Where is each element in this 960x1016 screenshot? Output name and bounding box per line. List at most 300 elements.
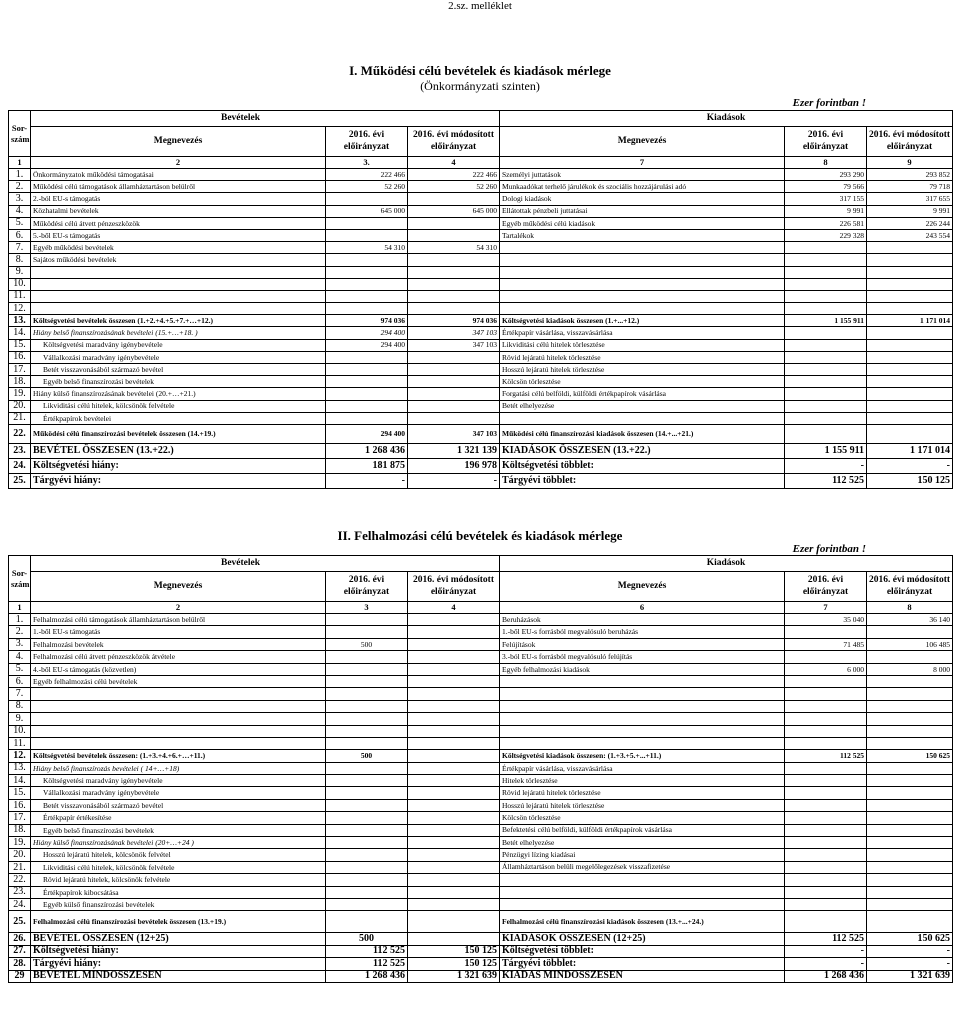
- s2-row: [9, 886, 953, 898]
- revenue-plan: [326, 376, 408, 388]
- expense-modified: [867, 874, 953, 886]
- row-number: 8.: [9, 254, 31, 266]
- s2-row: [9, 713, 953, 725]
- revenue-plan: 294 400: [326, 327, 408, 339]
- s1-row: [9, 388, 953, 400]
- expense-name: Ellátottak pénzbeli juttatásai: [500, 205, 785, 217]
- revenue-name: Felhalmozási célú finanszírozási bevételek összesen (13.+19.): [31, 911, 326, 933]
- row-number: 2.: [9, 626, 31, 638]
- expense-name: [500, 303, 785, 315]
- expense-plan: [785, 775, 867, 787]
- revenue-plan: 52 260: [326, 181, 408, 193]
- expense-name: [500, 242, 785, 254]
- revenue-modified-header: 2016. évi módosított előirányzat: [408, 127, 500, 157]
- revenue-modified: [408, 400, 500, 412]
- revenue-name: Hosszú lejáratú hitelek, kölcsönök felvétel: [31, 849, 326, 861]
- expense-plan: 293 290: [785, 169, 867, 181]
- expense-modified: 243 554: [867, 229, 953, 241]
- revenue-modified: [408, 874, 500, 886]
- expense-modified-header: 2016. évi módosított előirányzat: [867, 572, 953, 602]
- revenue-modified: [408, 762, 500, 774]
- row-number: 18.: [9, 376, 31, 388]
- revenue-plan: 294 400: [326, 424, 408, 443]
- expense-name: Értékpapír vásárlása, visszavásárlása: [500, 762, 785, 774]
- section1-subtitle: (Önkormányzati szinten): [420, 79, 540, 93]
- revenue-modified: 196 978: [408, 458, 500, 473]
- expense-name: Beruházások: [500, 614, 785, 626]
- expense-plan: [785, 713, 867, 725]
- revenue-plan: 1 268 436: [326, 970, 408, 982]
- unit-label-2: Ezer forintban !: [792, 543, 866, 555]
- revenue-modified: 52 260: [408, 181, 500, 193]
- expense-name: Költségvetési többlet:: [500, 458, 785, 473]
- s2-row: [9, 849, 953, 861]
- revenue-plan: [326, 849, 408, 861]
- s2-row: [9, 663, 953, 675]
- expense-plan: [785, 278, 867, 290]
- revenue-modified: 645 000: [408, 205, 500, 217]
- expense-name: Betét elhelyezése: [500, 400, 785, 412]
- revenue-name: Költségvetési hiány:: [31, 458, 326, 473]
- revenue-plan: [326, 700, 408, 712]
- expense-name: [500, 290, 785, 302]
- expense-plan: [785, 911, 867, 933]
- revenue-name: Önkormányzatok működési támogatásai: [31, 169, 326, 181]
- s1-row: [9, 364, 953, 376]
- revenue-name: Működési célú támogatások államháztartáson belülről: [31, 181, 326, 193]
- section1-title: I. Működési célú bevételek és kiadások mérlege: [349, 63, 611, 78]
- s2-row: [9, 824, 953, 836]
- revenue-modified-header: 2016. évi módosított előirányzat: [408, 572, 500, 602]
- s1-row: [9, 412, 953, 424]
- revenue-modified: 347 103: [408, 424, 500, 443]
- row-number: 2.: [9, 181, 31, 193]
- revenue-plan: 500: [326, 750, 408, 762]
- s2-row: [9, 787, 953, 799]
- row-number: 25.: [9, 911, 31, 933]
- column-number: 2: [31, 157, 326, 169]
- expense-modified: 1 171 014: [867, 315, 953, 327]
- column-number: 9: [867, 157, 953, 169]
- revenue-modified: 974 036: [408, 315, 500, 327]
- s2-row: [9, 945, 953, 957]
- revenue-name: Költségvetési bevételek összesen: (1.+3.+4.+6.+…+11.): [31, 750, 326, 762]
- s2-row: [9, 958, 953, 970]
- column-number: 8: [785, 157, 867, 169]
- revenue-name: 2.-ból EU-s támogatás: [31, 193, 326, 205]
- revenue-plan: [326, 737, 408, 749]
- column-number: 4: [408, 602, 500, 614]
- expense-modified: [867, 351, 953, 363]
- revenue-name: Likviditási célú hitelek, kölcsönök felvétele: [31, 400, 326, 412]
- expense-name: [500, 278, 785, 290]
- expense-plan: [785, 242, 867, 254]
- expense-modified: [867, 400, 953, 412]
- expense-modified: 8 000: [867, 663, 953, 675]
- revenue-plan: [326, 911, 408, 933]
- expense-modified: [867, 837, 953, 849]
- kiadasok-header: Kiadások: [500, 556, 953, 572]
- revenue-plan: [326, 614, 408, 626]
- expense-name: [500, 266, 785, 278]
- expense-name: [500, 725, 785, 737]
- revenue-plan: [326, 290, 408, 302]
- s1-row: [9, 315, 953, 327]
- revenue-plan: 294 400: [326, 339, 408, 351]
- revenue-name: Likviditási célú hitelek, kölcsönök felvétele: [31, 861, 326, 873]
- expense-name: [500, 886, 785, 898]
- revenue-name: Értékpapír értékesítése: [31, 812, 326, 824]
- revenue-plan: 181 875: [326, 458, 408, 473]
- row-number: 4.: [9, 651, 31, 663]
- expense-modified: 150 125: [867, 473, 953, 488]
- expense-modified: [867, 725, 953, 737]
- expense-modified: [867, 799, 953, 811]
- expense-name: [500, 688, 785, 700]
- expense-name: Hosszú lejáratú hitelek törlesztése: [500, 364, 785, 376]
- expense-plan: [785, 290, 867, 302]
- expense-modified: 1 171 014: [867, 443, 953, 458]
- revenue-plan: [326, 675, 408, 687]
- expense-plan: 79 566: [785, 181, 867, 193]
- expense-name: Tárgyévi többlet:: [500, 958, 785, 970]
- revenue-name: BEVÉTEL ÖSSZESEN (13.+22.): [31, 443, 326, 458]
- expense-modified: -: [867, 945, 953, 957]
- column-number: 7: [500, 157, 785, 169]
- expense-plan: [785, 364, 867, 376]
- column-number: 6: [500, 602, 785, 614]
- expense-name: Pénzügyi lízing kiadásai: [500, 849, 785, 861]
- row-number: 4.: [9, 205, 31, 217]
- row-number: 29: [9, 970, 31, 982]
- revenue-plan: 112 525: [326, 945, 408, 957]
- s2-row: [9, 675, 953, 687]
- column-number: 1: [9, 157, 31, 169]
- revenue-modified: [408, 388, 500, 400]
- expense-plan: -: [785, 945, 867, 957]
- s1-header-row-1: [9, 111, 953, 127]
- unit-label-1: Ezer forintban !: [792, 97, 866, 109]
- row-number: 21.: [9, 412, 31, 424]
- s1-row: [9, 242, 953, 254]
- expense-plan: 35 040: [785, 614, 867, 626]
- revenue-modified: [408, 675, 500, 687]
- expense-plan: [785, 254, 867, 266]
- s1-row: [9, 339, 953, 351]
- expense-name: Kölcsön törlesztése: [500, 812, 785, 824]
- revenue-name: Betét visszavonásából származó bevétel: [31, 364, 326, 376]
- bevetelek-header: Bevételek: [31, 556, 500, 572]
- row-number: 10.: [9, 725, 31, 737]
- row-number: 16.: [9, 799, 31, 811]
- row-number: 11.: [9, 737, 31, 749]
- expense-plan: [785, 327, 867, 339]
- row-number: 9.: [9, 266, 31, 278]
- revenue-plan: [326, 824, 408, 836]
- expense-name: KIADÁSOK ÖSSZESEN (13.+22.): [500, 443, 785, 458]
- expense-plan: [785, 626, 867, 638]
- expense-modified: [867, 688, 953, 700]
- revenue-modified: [408, 364, 500, 376]
- expense-name: [500, 713, 785, 725]
- revenue-name: [31, 737, 326, 749]
- expense-modified: [867, 713, 953, 725]
- revenue-name: Költségvetési maradvány igénybevétele: [31, 775, 326, 787]
- expense-name: [500, 412, 785, 424]
- revenue-plan: [326, 799, 408, 811]
- expense-modified: 150 625: [867, 933, 953, 945]
- revenue-modified: [408, 898, 500, 910]
- expense-plan: 317 155: [785, 193, 867, 205]
- revenue-plan: [326, 266, 408, 278]
- revenue-modified: [408, 303, 500, 315]
- revenue-modified: 347 103: [408, 327, 500, 339]
- revenue-name: Költségvetési bevételek összesen (1.+2.+4.+5.+7.+…+12.): [31, 315, 326, 327]
- row-number: 9.: [9, 713, 31, 725]
- s1-row: [9, 205, 953, 217]
- expense-plan: [785, 787, 867, 799]
- revenue-plan: -: [326, 473, 408, 488]
- s1-row: [9, 217, 953, 229]
- revenue-plan: [326, 663, 408, 675]
- revenue-plan: [326, 762, 408, 774]
- row-number: 12.: [9, 750, 31, 762]
- expense-plan: 229 328: [785, 229, 867, 241]
- s2-row: [9, 614, 953, 626]
- revenue-plan: [326, 303, 408, 315]
- revenue-plan: [326, 812, 408, 824]
- expense-modified: 1 321 639: [867, 970, 953, 982]
- revenue-modified: [408, 849, 500, 861]
- revenue-modified: [408, 824, 500, 836]
- s2-row: [9, 737, 953, 749]
- revenue-plan: [326, 217, 408, 229]
- expense-modified: [867, 626, 953, 638]
- revenue-modified: [408, 713, 500, 725]
- expense-plan: 1 155 911: [785, 443, 867, 458]
- revenue-name: [31, 303, 326, 315]
- revenue-modified: [408, 737, 500, 749]
- revenue-modified: [408, 614, 500, 626]
- expense-name: Tárgyévi többlet:: [500, 473, 785, 488]
- section2-title: II. Felhalmozási célú bevételek és kiadások mérlege: [337, 528, 623, 543]
- revenue-plan: [326, 364, 408, 376]
- revenue-modified: [408, 787, 500, 799]
- column-number: 2: [31, 602, 326, 614]
- s2-row: [9, 750, 953, 762]
- expense-name: 1.-ből EU-s forrásból megvalósuló beruházás: [500, 626, 785, 638]
- revenue-modified: [408, 626, 500, 638]
- s1-row: [9, 181, 953, 193]
- column-number: 4: [408, 157, 500, 169]
- revenue-modified: 1 321 139: [408, 443, 500, 458]
- revenue-modified: -: [408, 473, 500, 488]
- revenue-name: [31, 725, 326, 737]
- expense-modified: [867, 278, 953, 290]
- column-number: 7: [785, 602, 867, 614]
- revenue-plan: 500: [326, 638, 408, 650]
- revenue-name: Költségvetési maradvány igénybevétele: [31, 339, 326, 351]
- sorszam-header: Sor-szám: [9, 556, 31, 602]
- column-number: 8: [867, 602, 953, 614]
- kiadasok-header: Kiadások: [500, 111, 953, 127]
- row-number: 17.: [9, 364, 31, 376]
- expense-modified: [867, 911, 953, 933]
- expense-name: Rövid lejáratú hitelek törlesztése: [500, 787, 785, 799]
- row-number: 13.: [9, 315, 31, 327]
- revenue-name: [31, 278, 326, 290]
- revenue-plan: [326, 626, 408, 638]
- revenue-plan: [326, 861, 408, 873]
- revenue-name: BEVÉTEL ÖSSZESEN (12+25): [31, 933, 326, 945]
- s1-row: [9, 351, 953, 363]
- s2-row: [9, 799, 953, 811]
- row-number: 18.: [9, 824, 31, 836]
- revenue-modified: [408, 663, 500, 675]
- expense-plan: [785, 898, 867, 910]
- row-number: 19.: [9, 388, 31, 400]
- expense-name: Költségvetési többlet:: [500, 945, 785, 957]
- expense-plan: -: [785, 958, 867, 970]
- revenue-name: Működési célú átvett pénzeszközök: [31, 217, 326, 229]
- revenue-name: Hiány belső finanszírozásának bevételei (15.+…+18. ): [31, 327, 326, 339]
- expense-name: Költségvetési kiadások összesen: (1.+3.+5.+...+11.): [500, 750, 785, 762]
- expense-name: Likviditási célú hitelek törlesztése: [500, 339, 785, 351]
- revenue-plan: [326, 874, 408, 886]
- expense-plan: 1 155 911: [785, 315, 867, 327]
- revenue-name: Hiány külső finanszírozásának bevételei (20+…+24 ): [31, 837, 326, 849]
- expense-name: Egyéb felhalmozási kiadások: [500, 663, 785, 675]
- row-number: 1.: [9, 169, 31, 181]
- revenue-modified: [408, 638, 500, 650]
- revenue-name-header: Megnevezés: [31, 572, 326, 602]
- revenue-modified: [408, 376, 500, 388]
- expense-modified: [867, 898, 953, 910]
- revenue-modified: 222 466: [408, 169, 500, 181]
- expense-name: Tartalékok: [500, 229, 785, 241]
- row-number: 24.: [9, 898, 31, 910]
- s1-row: [9, 443, 953, 458]
- revenue-plan: [326, 351, 408, 363]
- expense-name: [500, 700, 785, 712]
- revenue-name: Vállalkozási maradvány igénybevétele: [31, 351, 326, 363]
- expense-modified: -: [867, 458, 953, 473]
- expense-name: Munkaadókat terhelő járulékok és szociális hozzájárulási adó: [500, 181, 785, 193]
- revenue-name: [31, 290, 326, 302]
- row-number: 6.: [9, 675, 31, 687]
- expense-name: Rövid lejáratú hitelek törlesztése: [500, 351, 785, 363]
- revenue-modified: 150 125: [408, 945, 500, 957]
- s2-header-row-2: [9, 572, 953, 602]
- expense-plan: [785, 388, 867, 400]
- revenue-modified: [408, 933, 500, 945]
- revenue-name: Betét visszavonásából származó bevétel: [31, 799, 326, 811]
- revenue-plan: [326, 193, 408, 205]
- expense-modified: [867, 737, 953, 749]
- revenue-plan: 500: [326, 933, 408, 945]
- expense-modified: [867, 339, 953, 351]
- column-number: 3: [326, 602, 408, 614]
- revenue-modified: [408, 193, 500, 205]
- revenue-modified: [408, 837, 500, 849]
- revenue-name: Vállalkozási maradvány igénybevétele: [31, 787, 326, 799]
- row-number: 27.: [9, 945, 31, 957]
- revenue-modified: [408, 290, 500, 302]
- expense-name: Dologi kiadások: [500, 193, 785, 205]
- expense-modified: [867, 775, 953, 787]
- revenue-name: Felhalmozási célú átvett pénzeszközök átvétele: [31, 651, 326, 663]
- expense-modified: -: [867, 958, 953, 970]
- s2-column-numbers: [9, 602, 953, 614]
- s2-row: [9, 898, 953, 910]
- revenue-plan: [326, 229, 408, 241]
- revenue-modified: [408, 812, 500, 824]
- expense-modified: 36 140: [867, 614, 953, 626]
- expense-plan: [785, 351, 867, 363]
- revenue-plan: [326, 412, 408, 424]
- revenue-modified: 1 321 639: [408, 970, 500, 982]
- expense-plan: 112 525: [785, 750, 867, 762]
- revenue-modified: [408, 886, 500, 898]
- revenue-name: Tárgyévi hiány:: [31, 473, 326, 488]
- expense-modified: [867, 388, 953, 400]
- s2-row: [9, 688, 953, 700]
- revenue-modified: [408, 278, 500, 290]
- s1-row: [9, 278, 953, 290]
- expense-name: Hitelek törlesztése: [500, 775, 785, 787]
- expense-plan: [785, 400, 867, 412]
- expense-plan: [785, 339, 867, 351]
- expense-modified: [867, 254, 953, 266]
- expense-modified: [867, 675, 953, 687]
- s1-header-row-2: [9, 127, 953, 157]
- expense-name: Hosszú lejáratú hitelek törlesztése: [500, 799, 785, 811]
- expense-modified: [867, 242, 953, 254]
- revenue-name: Hiány külső finanszírozásának bevételei (20.+…+21.): [31, 388, 326, 400]
- revenue-name-header: Megnevezés: [31, 127, 326, 157]
- revenue-plan: 974 036: [326, 315, 408, 327]
- row-number: 6.: [9, 229, 31, 241]
- revenue-name: Közhatalmi bevételek: [31, 205, 326, 217]
- expense-modified: [867, 762, 953, 774]
- revenue-plan: 1 268 436: [326, 443, 408, 458]
- capital-balance-table: [8, 555, 953, 983]
- revenue-modified: [408, 351, 500, 363]
- expense-modified: 79 718: [867, 181, 953, 193]
- expense-plan: [785, 651, 867, 663]
- row-number: 23.: [9, 443, 31, 458]
- bevetelek-header: Bevételek: [31, 111, 500, 127]
- revenue-plan: [326, 278, 408, 290]
- expense-modified: 293 852: [867, 169, 953, 181]
- annex-label: 2.sz. melléklet: [448, 0, 512, 12]
- expense-modified: [867, 303, 953, 315]
- revenue-name: Felhalmozási célú támogatások államháztartáson belülről: [31, 614, 326, 626]
- expense-name: KIADÁS MINDÖSSZESEN: [500, 970, 785, 982]
- revenue-modified: [408, 725, 500, 737]
- row-number: 16.: [9, 351, 31, 363]
- expense-modified: [867, 266, 953, 278]
- s1-row: [9, 303, 953, 315]
- expense-modified: 317 655: [867, 193, 953, 205]
- row-number: 23.: [9, 886, 31, 898]
- row-number: 8.: [9, 700, 31, 712]
- expense-name: KIADÁSOK ÖSSZESEN (12+25): [500, 933, 785, 945]
- expense-plan: [785, 412, 867, 424]
- row-number: 20.: [9, 400, 31, 412]
- revenue-modified: [408, 861, 500, 873]
- revenue-modified: [408, 217, 500, 229]
